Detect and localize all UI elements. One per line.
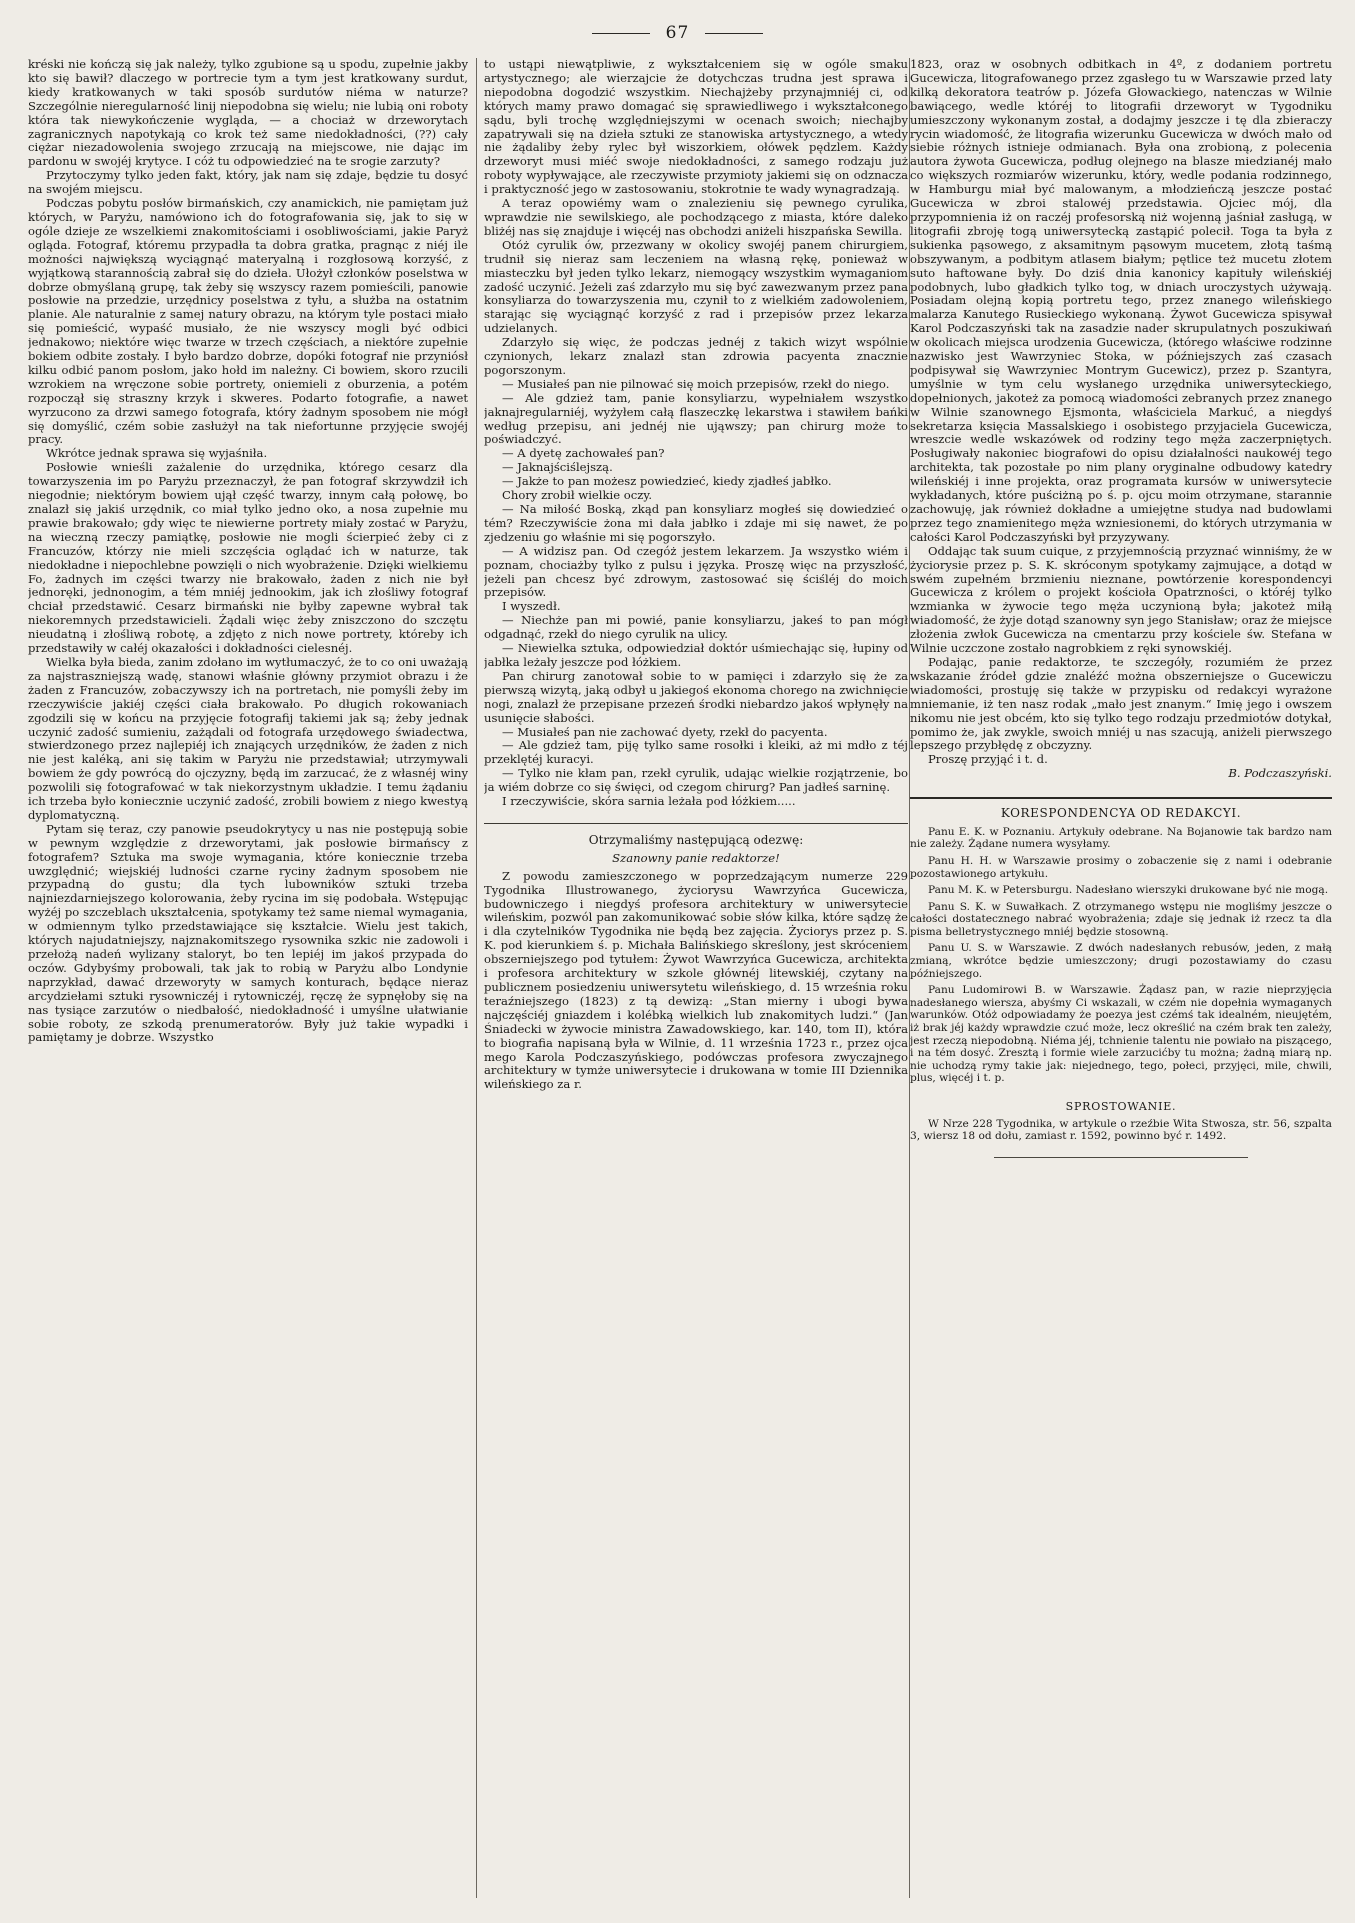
letter-intro: Otrzymaliśmy następującą odezwę: [588, 832, 804, 847]
page-header [0, 20, 1355, 46]
paragraph: — Jakże to pan możesz powiedzieć, kiedy zjadłeś jabłko. [502, 474, 832, 489]
correspondence-title: KORESPONDENCYA OD REDAKCYI. [1000, 806, 1242, 821]
correspondence-item: Panu Ludomirowi B. w Warszawie. Żądasz pan, w razie nieprzyjęcia nadesłanego wiersza, abyśmy Ci wskazali, w czém nie dopełnia wymaganych warunków. Otóż odpowiadamy że poezya jest czémś tak idealném, nieujętém, iż brak jéj każdy wprawdzie czuć może, lecz określić na czém brak ten zależy, jest rzeczą niepodobną. Niéma jéj, tchnienie talentu nie powiało na piszącego, i na tém dosyć. Zresztą i formie wiele zarzucićby tu można; żadną miarą np. nie uchodzą rymy takie jak: niejednego, tego, połeci, przyjęci, mile, chwili, plus, więcéj i t. p. [910, 984, 1332, 1085]
correspondence-item: Panu U. S. w Warszawie. Z dwóch nadesłanych rebusów, jeden, z małą zmianą, wkrótce będzie umieszczony; drugi pozostawiamy do czasu późniejszego. [910, 942, 1332, 980]
paragraph: 1823, oraz w osobnych odbitkach in 4º, z dodaniem portretu Gucewicza, litografowanego przez zgasłego tu w Warszawie przed laty kilką dekoratora teatrów p. Józefa Głowackiego, natenczas w Wilnie bawiącego, wedle któréj to litografii drzeworyt w Tygodniku umieszczony wykonanym został, a dodajmy jeszcze i tę dla zbieraczy rycin wiadomość, że litografia wizerunku Gucewicza w dwóch mało od siebie różnych istnieje odmianach. Była ona zrobioną, z polecenia autora żywota Gucewicza, podług olejnego na blasze miedzianéj mało co większych rozmiarów wizerunku, który, wedle podania rodzinnego, w Hamburgu miał być malowanym, a młodzieńczą jeszcze postać Gucewicza w zbroi stalowéj przedstawia. Ojciec mój, dla przypomnienia iż on raczéj profesorską niż wojenną jaśniał zasługą, w litografii zbroję togą uniwersytecką zastąpić polecił. Toga ta była z sukienka pąsowego, z aksamitnym pąsowym mucetem, złotą taśmą obszywanym, a podbitym atlasem białym; pętlice też mucetu złotem suto haftowane były. Do dziś dnia kanonicy kapituły wileńskiéj podobnych, lubo gładkich tylko tog, w dniach uroczystych używają. Posiadam olejną kopią portretu tego, przez znanego wileńskiego malarza Kanutego Rusieckiego wykonaną. Żywot Gucewicza spisywał Karol Podczaszyński tak na zasadzie nader skrupulatnych poszukiwań w okolicach miejsca urodzenia Gucewicza, (którego właściwe rodzinne nazwisko jest Wawrzyniec Stoka, w późniejszych zaś czasach podpisywał się Wawrzyniec Montrym Gucewicz), przez p. Szantyra, umyślnie w tym celu wysłanego urzędnika uniwersyteckiego, dopełnionych, jakoteż za pomocą wiadomości zebranych przez znanego w Wilnie szanownego Ejsmonta, właściciela Markuć, a niegdyś sekretarza księcia Massalskiego i osobistego przyjaciela Gucewicza, wreszcie wedle wskazówek od rodziny tego męża zaczerpniętych. Posługiwały nakoniec biografowi do opisu działalności naukowéj tego architekta, tak pozostałe po nim plany oryginalne odbudowy katedry wileńskiéj i inne projekta, oraz programata kursów w uniwersytecie wykładanych, które puściżną po ś. p. ojcu moim otrzymane, starannie zachowuję, jak również dokładne a umiejętne studya nad budowlami przez tego znamienitego męża wzniesionemi, do których utrzymania w całości Karol Podczaszyński był przyzywany. [910, 58, 1332, 544]
paragraph: Przytoczymy tylko jeden fakt, który, jak nam się zdaje, będzie tu dosyć na swojém miejscu. [28, 168, 468, 197]
paragraph: Zdarzyło się więc, że podczas jednéj z takich wizyt wspólnie czynionych, lekarz znalazł stan zdrowia pacyenta znacznie pogorszonym. [484, 335, 908, 377]
paragraph: Oddając tak suum cuique, z przyjemnością przyznać winniśmy, że w życiorysie przez p. S. K. skróconym spotykamy zajmujące, a dotąd w swém zupełném brzmieniu nieznane, powtórzenie korespondencyi Gucewicza z królem o projekt kościoła Opatrzności, o któréj tylko wzmianka w żywocie tego męża uczynioną była; jakoteż miłą wiadomość, że żyje dotąd szanowny syn jego Stanisław; oraz że miejsce złożenia zwłok Gucewicza na cmentarzu przy kościele św. Stefana w Wilnie uczczone zostało nagrobkiem z ręki synowskiéj. [910, 543, 1332, 656]
paragraph: — Ale gdzież tam, piję tylko same rosołki i kleiki, aż mi mdło z téj przeklętéj kuracyi. [484, 738, 908, 767]
paragraph: I rzeczywiście, skóra sarnia leżała pod łóżkiem..... [502, 794, 796, 809]
paragraph: — Jaknajściślejszą. [502, 460, 613, 475]
column-3 [910, 58, 1332, 1898]
column-1 [28, 58, 468, 1898]
paragraph: A teraz opowiémy wam o znalezieniu się pewnego cyrulika, wprawdzie nie sewilskiego, ale pochodzącego z miasta, które daleko bliżéj nas się znajduje i więcéj nas obchodzi aniżeli hiszpańska Sewilla. [484, 196, 908, 238]
paragraph: kréski nie kończą się jak należy, tylko zgubione są u spodu, zupełnie jakby kto się bawił? dlaczego w portrecie tym a tym jest kratkowany surdut, kiedy kratkowanych w taki sposób surdutów niéma w naturze? Szczególnie nieregularność linij niepodobna się wielu; nie lubią oni roboty która tak niewykończenie wygląda, — a chociaż w drzeworytach zagranicznych napotykają co krok też same niedokładności, (??) cały ciężar niezadowolenia swojego zrzucają na miejscowe, nie dając im pardonu w swojéj krytyce. I cóż tu odpowiedzieć na te srogie zarzuty? [28, 58, 468, 169]
correspondence-item: Panu S. K. w Suwałkach. Z otrzymanego wstępu nie mogliśmy jeszcze o całości dostatecznego nabrać wyobrażenia; zdaje się jednak iż rzecz ta dla pisma belletrystycznego mniéj będzie stosowną. [910, 900, 1332, 938]
correspondence-item: Panu M. K. w Petersburgu. Nadesłano wierszyki drukowane być nie mogą. [928, 884, 1329, 897]
paragraph: Pytam się teraz, czy panowie pseudokrytycy u nas nie postępują sobie w pewnym względzie z drzeworytami, jak posłowie birmańscy z fotografem? Sztuka ma swoje wymagania, które koniecznie trzeba uwzględnić; wiejskiéj ludności czarne ryciny żadnym sposobem nie przypadną do gustu; dla tych lubowników sztuki trzeba najniezdarniejszego kolorowania, żeby rycina im się podobała. Wstępując wyżéj po szczeblach ukształcenia, spotykamy też same niemal wymagania, w odmiennym tylko przedstawiające się kształcie. Wielu jest takich, których najudatniejszy, najznakomitszego rysownika szkic nie zadowoli i przełożą nadeń wylizany staloryt, bo ten lepiéj im jakoś przypada do oczów. Gdybyśmy probowali, tak jak to robią w Paryżu albo Londynie naprzykład, dawać drzeworyty w samych konturach, będące nieraz arcydziełami sztuki rysowniczéj i rytowniczéj, ręczę że sypnęłoby się na nas tysiące zarzutów o niedbałość, niedokładność i umyślne ułatwianie sobie roboty, ze szkodą prenumeratorów. Były już takie wypadki i pamiętamy je dobrze. Wszystko [28, 821, 468, 1045]
paragraph: Posłowie wnieśli zażalenie do urzędnika, którego cesarz dla towarzyszenia im po Paryżu przeznaczył, że pan fotograf skrzywdził ich niegodnie; niektórym bowiem ujął część twarzy, innym całą połowę, bo znalazł się jakiś urzędnik, co miał tylko jedno oko, a nosa zupełnie mu prawie brakowało; gdy więc te niewierne portrety miały zostać w Paryżu, na wieczną rzeczy pamiątkę, posłowie nie mogli ścierpieć żeby ci z Francuzów, którzy nie mieli szczęścia oglądać ich w naturze, tak niedokładne i niepochlebne powzięli o nich wyobrażenie. Dzięki wielkiemu Fo, żadnych im części twarzy nie brakowało, żaden z nich nie był jednoręki, jednonogim, a tém mniéj jednookim, jak ich złośliwy fotograf chciał przedstawić. Cesarz birmański nie byłby zapewne wybrał tak niekoremnych przedstawicieli. Żądali więc żeby zniszczono do szczętu nieudatną i złośliwą robotę, a zdjęto z nich nowe portrety, któreby ich przedstawiły w całéj okazałości i dokładności cielesnéj. [28, 460, 468, 656]
paragraph: — A widzisz pan. Od czegóż jestem lekarzem. Ja wszystko wiém i poznam, chociażby tylko z pulsu i języka. Proszę więc na przyszłość, jeżeli pan chcesz być zdrowym, zastosować się ściśléj do moich przepisów. [484, 543, 908, 600]
correspondence-item: Panu E. K. w Poznaniu. Artykuły odebrane. Na Bojanowie tak bardzo nam nie zależy. Żądane numera wysyłamy. [910, 825, 1332, 851]
paragraph: Pan chirurg zanotował sobie to w pamięci i zdarzyło się że za pierwszą wizytą, jaką odbył u jakiegoś ekonoma chorego na zwichnięcie nogi, znalazł że przepisane przezeń środki niebardzo jakoś wpłynęły na usunięcie słabości. [484, 668, 908, 725]
column-divider-1 [476, 58, 477, 1898]
paragraph: — Tylko nie kłam pan, rzekł cyrulik, udając wielkie rozjątrzenie, bo ja wiém dobrze co się święci, od czegom chirurg? Pan jadłeś sarninę. [484, 766, 908, 795]
header-rule-right [705, 33, 763, 34]
paragraph: Wkrótce jednak sprawa się wyjaśniła. [46, 446, 268, 461]
letter-address: Szanowny panie redaktorze! [612, 850, 780, 865]
letter-signature [910, 767, 1332, 781]
paragraph: — Niechże pan mi powié, panie konsyliarzu, jakeś to pan mógł odgadnąć, rzekł do niego cyrulik na ulicy. [484, 613, 908, 642]
closing-rule [994, 1157, 1247, 1158]
letter-section [484, 823, 908, 1092]
page-number: 67 [665, 23, 690, 43]
paragraph: — Niewielka sztuka, odpowiedział doktór uśmiechając się, łupiny od jabłka leżały jeszcze pod łóżkiem. [484, 641, 908, 669]
paragraph: Otóż cyrulik ów, przezwany w okolicy swojéj panem chirurgiem, trudnił się nieraz sam leczeniem na własną rękę, ponieważ w miasteczku był jeden tylko lekarz, niemogący wszystkim wymaganiom zadość uczynić. Jeżeli zaś zdarzyło mu się być zawezwanym przez pana konsyliarza do towarzyszenia mu, czynił to z wielkiém zadowoleniem, starając się wyciągnąć korzyść z rad i przepisów przez lekarza udzielanych. [484, 237, 908, 336]
letter-body: Z powodu zamieszczonego w poprzedzającym numerze 229 Tygodnika Illustrowanego, życiorysu Wawrzyńca Gucewicza, budowniczego i niegdyś profesora architektury w uniwersytecie wileńskim, pozwól pan zakomunikować sobie słów kilka, które sądzę że i dla czytelników Tygodnika nie będą bez zajęcia. Życiorys przez p. S. K. pod kierunkiem ś. p. Michała Balińskiego skreślony, jest skróceniem obszerniejszego pod tytułem: Żywot Wawrzyńca Gucewicza, architekta i profesora architektury w szkole głównéj litewskiéj, czytany na publicznem posiedzeniu uniwersytetu wileńskiego, d. 15 września roku teraźniejszego (1823) z tą dewizą: „Stan mierny i ubogi bywa najczęściéj gniazdem i kolébką wielkich lub znakomitych ludzi.“ (Jan Śniadecki w żywocie ministra Zawadowskiego, kar. 140, tom II), która to biografia napisaną była w Wilnie, d. 11 września 1723 r., przez ojca mego Karola Podczaszyńskiego, podówczas profesora zwyczajnego architektury w tymże uniwersytecie i drukowana w tomie III Dziennika wileńskiego za r. [484, 868, 908, 1092]
paragraph: Wielka była bieda, zanim zdołano im wytłumaczyć, że to co oni uważają za najstraszniejszą wadę, stanowi właśnie główny przymiot obrazu i że żaden z Francuzów, zobaczywszy ich na portretach, nie pomyśli żeby im rzeczywiście jakiéj części ciała brakowało. Po długich rokowaniach zgodzili się w końcu na przyjęcie fotografij takiemi jak są; żeby jednak uczynić zadość sumieniu, zażądali od fotografa urzędowego świadectwa, stwierdzonego przez najlepiéj ich znających urzędników, że żaden z nich nie jest kaléką, ani się takim w Paryżu nie przedstawiał; utrzymywali bowiem że gdy powrócą do ojczyzny, będą im zarzucać, że z własnéj winy pozwolili się fotografować w tak niekorzystnym układzie. I temu żądaniu ich trzeba było koniecznie uczynić zadość, zrobili bowiem z niego kwestyą dyplomatyczną. [28, 654, 468, 822]
paragraph: — Ale gdzież tam, panie konsyliarzu, wypełniałem wszystko jaknajregularniéj, wyżyłem całą flaszeczkę lekarstwa i stawiłem bańki według przepisu, ani jednéj nie ująwszy; pan chirurg może to poświadczyć. [484, 390, 908, 447]
correspondence-item: Panu H. H. w Warszawie prosimy o zobaczenie się z nami i odebranie pozostawionego artykułu. [910, 854, 1332, 880]
paragraph: Chory zrobił wielkie oczy. [502, 488, 653, 503]
paragraph: — Musiałeś pan nie zachować dyety, rzekł do pacyenta. [502, 724, 828, 739]
erratum-title: SPROSTOWANIE. [1065, 1100, 1177, 1113]
paragraph: Podając, panie redaktorze, te szczegóły, rozumiém że przez wskazanie źródeł gdzie znaléźć można obszerniejsze o Gucewiczu wiadomości, prostuję się także w przypisku od redakcyi wyrażone mniemanie, iż ten nasz rodak „mało jest znanym.“ Imię jego i owszem nikomu nie jest obcém, kto się tylko tego rodzaju przedmiotów dotykał, pomimo że, jak zwykle, swoich mniéj u nas szacują, aniżeli pierwszego lepszego przybłędę z obczyzny. [910, 654, 1332, 753]
paragraph: — A dyetę zachowałeś pan? [502, 446, 665, 461]
paragraph: I wyszedł. [502, 599, 561, 614]
paragraph: — Musiałeś pan nie pilnować się moich przepisów, rzekł do niego. [502, 376, 890, 391]
signature-name: B. Podczaszyński. [1228, 766, 1332, 781]
paragraph: Proszę przyjąć i t. d. [928, 752, 1048, 767]
editorial-correspondence [910, 797, 1332, 1158]
header-rule-left [592, 33, 650, 34]
paragraph: Podczas pobytu posłów birmańskich, czy anamickich, nie pamiętam już których, w Paryżu, namówiono ich do fotografowania się, jak to się w ogóle dzieje ze wszelkiemi znakomitościami i osobliwościami, jakie Paryż ogląda. Fotograf, któremu przypadła ta dobra gratka, pragnąc z niéj ile możności największą wyciągnąć materyalną i rozgłosową korzyść, z wyjątkową starannością zabrał się do dzieła. Ułożył członków poselstwa w dobrze obmyślaną grupę, tak żeby się wszyscy razem pomieścili, panowie posłowie na przedzie, urzędnicy poselstwa z tyłu, a służba na ostatnim planie. Ale naturalnie z samej natury obrazu, na którym tyle postaci miało się pomieścić, wypaść musiało, że nie wszyscy mogli być odbici jednakowo; niektóre więc twarze w trzech częściach, a niektóre zupełnie bokiem odbite zostały. I było bardzo dobrze, dopóki fotograf nie przyniósł kilku odbić panom posłom, jako hołd im należny. Ci bowiem, skoro rzucili wzrokiem na wręczone sobie portrety, oniemieli z oburzenia, a potém rozpoczął się straszny krzyk i skweres. Podarto fotografie, a nawet wyrzucono za drzwi samego fotografa, który żadnym sposobem nie mógł się domyślić, czém sobie zasłużył na tak niefortunne przyjęcie swojéj pracy. [28, 196, 468, 447]
erratum-text: W Nrze 228 Tygodnika, w artykule o rzeźbie Wita Stwosza, str. 56, szpalta 3, wiersz 18 od dołu, zamiast r. 1592, powinno być r. 1492. [910, 1117, 1332, 1143]
column-2 [484, 58, 908, 1898]
paragraph: — Na miłość Boską, zkąd pan konsyliarz mogłeś się dowiedzieć o tém? Rzeczywiście żona mi dała jabłko i zdaje mi się nawet, że po zjedzeniu go właśnie mi się pogorszyło. [484, 502, 908, 544]
paragraph: to ustąpi niewątpliwie, z wykształceniem się w ogóle smaku artystycznego; ale wierzajcie że dotychczas trudna jest sprawa i niepodobna dogodzić wszystkim. Niechajżeby przynajmniéj ci, od których mamy prawo domagać się sprawiedliwego i wykształconego sądu, byli trochę względniejszymi w ocenach swoich; niechajby zapatrywali się na dzieła sztuki ze stanowiska artystycznego, a wtedy nie żądaliby żeby rylec był wiszorkiem, ołówek pędzlem. Każdy drzeworyt musi miéć swoje niedokładności, z samego rodzaju już roboty wypływające, ale rzeczywiste przymioty jakiemi się on odznacza i praktyczność jego w zastosowaniu, stokrotnie te wady wynagradzają. [484, 58, 908, 197]
